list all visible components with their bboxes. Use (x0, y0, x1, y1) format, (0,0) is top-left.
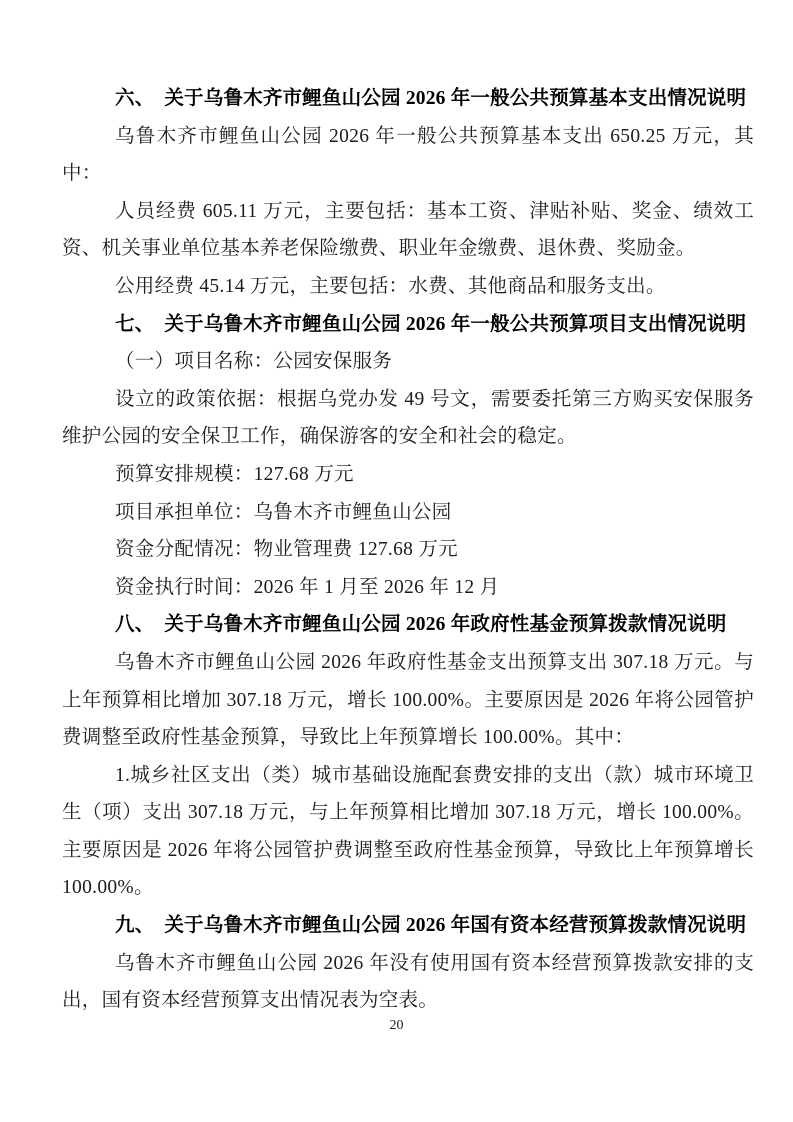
paragraph: 项目承担单位：乌鲁木齐市鲤鱼山公园 (115, 501, 452, 523)
section-8-heading: 八、 关于乌鲁木齐市鲤鱼山公园 2026 年政府性基金预算拨款情况说明 (115, 614, 727, 636)
paragraph: 设立的政策依据：根据乌党办发 49 号文，需要委托第三方购买安保服务维护公园的安全保卫工作，确保游客的安全和社会的稳定。 (62, 388, 754, 448)
paragraph: 人员经费 605.11 万元，主要包括：基本工资、津贴补贴、奖金、绩效工资、机关事业单位基本养老保险缴费、职业年金缴费、退休费、奖励金。 (62, 200, 754, 260)
paragraph: 乌鲁木齐市鲤鱼山公园 2026 年一般公共预算基本支出 650.25 万元，其中： (62, 125, 754, 185)
paragraph: 公用经费 45.14 万元，主要包括：水费、其他商品和服务支出。 (115, 275, 666, 297)
paragraph: 乌鲁木齐市鲤鱼山公园 2026 年没有使用国有资本经营预算拨款安排的支出，国有资本经营预算支出情况表为空表。 (62, 952, 754, 1012)
paragraph: 预算安排规模：127.68 万元 (115, 463, 354, 485)
paragraph: （一）项目名称：公园安保服务 (115, 351, 393, 373)
section-7-heading: 七、 关于乌鲁木齐市鲤鱼山公园 2026 年一般公共预算项目支出情况说明 (115, 313, 747, 335)
paragraph: 1.城乡社区支出（类）城市基础设施配套费安排的支出（款）城市环境卫生（项）支出 307.18 万元，与上年预算相比增加 307.18 万元，增长 100.00%。主要原因是 2026 年将公园管护费调整至政府性基金预算，导致比上年预算增长 100.00%。 (62, 764, 754, 899)
paragraph: 资金执行时间：2026 年 1 月至 2026 年 12 月 (115, 576, 500, 598)
document-body (62, 80, 754, 1020)
page-number: 20 (389, 1018, 404, 1033)
paragraph: 资金分配情况：物业管理费 127.68 万元 (115, 539, 458, 561)
section-9-heading: 九、 关于乌鲁木齐市鲤鱼山公园 2026 年国有资本经营预算拨款情况说明 (115, 915, 747, 937)
section-6-heading: 六、 关于乌鲁木齐市鲤鱼山公园 2026 年一般公共预算基本支出情况说明 (115, 88, 747, 109)
paragraph: 乌鲁木齐市鲤鱼山公园 2026 年政府性基金支出预算支出 307.18 万元。与上年预算相比增加 307.18 万元，增长 100.00%。主要原因是 2026 年将公园管护费调整至政府性基金预算，导致比上年预算增长 100.00%。其中： (62, 651, 754, 749)
